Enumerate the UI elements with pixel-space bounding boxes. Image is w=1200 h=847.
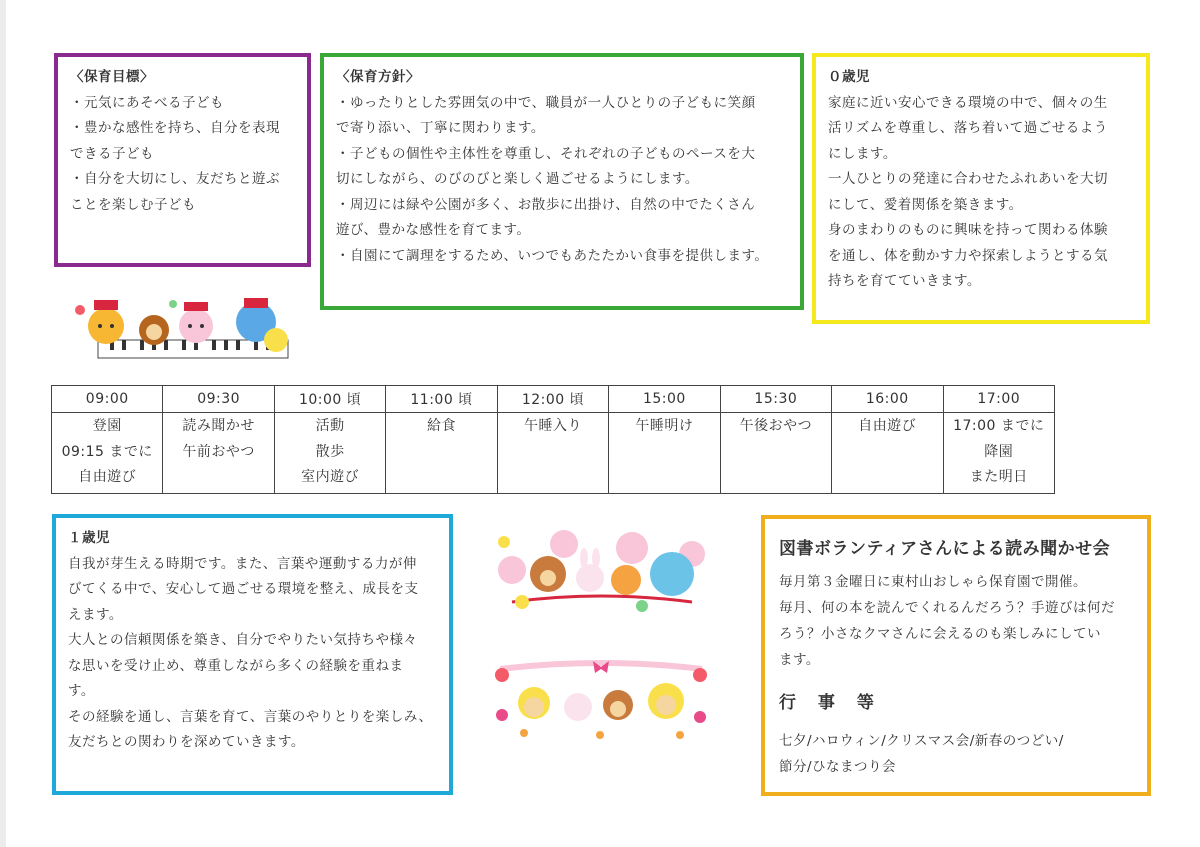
schedule-cell [497, 413, 608, 494]
schedule-activity: 自由遊び [858, 418, 917, 434]
one-year-line: す。 [68, 683, 95, 699]
goals-box [54, 53, 311, 267]
schedule-time: 09:30 [163, 386, 274, 413]
policy-title: 〈保育方針〉 [336, 69, 420, 85]
schedule-activity: 午後おやつ [739, 418, 813, 434]
zero-year-line: にして、愛着関係を築きます。 [828, 196, 1023, 213]
goals-line: ことを楽しむ子ども [70, 196, 196, 213]
schedule-activity: 午睡入り [523, 418, 582, 434]
reading-event-line: ろう？小さなクマさんに会えるのも楽しみにしてい [779, 625, 1101, 642]
zero-year-line: にします。 [828, 145, 897, 162]
schedule-activity: 17:00 までに [953, 418, 1045, 434]
zero-year-line: を通し、体を動かす力や探索しようとする気 [828, 247, 1108, 264]
schedule-time: 16:00 [832, 386, 943, 413]
one-year-line: 大人との信頼関係を築き、自分でやりたい気持ちや様々 [68, 632, 418, 648]
schedule-cell [52, 413, 163, 494]
zero-year-line: 家庭に近い安心できる環境の中で、個々の生 [828, 94, 1108, 111]
schedule-activity: 午睡明け [635, 418, 694, 434]
schedule-activity: 午前おやつ [182, 443, 255, 460]
zero-year-line: 活リズムを尊重し、落ち着いて過ごせるよう [828, 120, 1108, 136]
schedule-time: 17:00 [943, 386, 1055, 413]
zero-year-line: 身のまわりのものに興味を持って関わる体験 [828, 222, 1108, 238]
schedule-cell [163, 413, 274, 494]
schedule-activity: 散歩 [315, 443, 345, 460]
reading-event-line: ます。 [779, 651, 820, 668]
goals-line: ・豊かな感性を持ち、自分を表現 [70, 120, 280, 136]
schedule-activity: 09:15 までに [61, 443, 153, 460]
policy-line: ・ゆったりとした雰囲気の中で、職員が一人ひとりの子どもに笑顔 [336, 94, 756, 111]
schedule-activity: また明日 [969, 469, 1028, 485]
one-year-line: びてくる中で、安心して過ごせる環境を整え、成長を支 [68, 581, 419, 597]
events-line: 七夕/ハロウィン/クリスマス会/新春のつどい/ [779, 733, 1064, 749]
schedule-activity: 室内遊び [301, 469, 360, 485]
animal-band-illustration [68, 292, 292, 370]
schedule-activity: 活動 [315, 418, 345, 434]
schedule-time: 12:00 頃 [497, 386, 608, 413]
schedule-time: 09:00 [52, 386, 163, 413]
reading-event-box [761, 515, 1151, 796]
schedule-cell [274, 413, 385, 494]
zero-year-box [812, 53, 1150, 324]
schedule-header-row [52, 386, 1055, 413]
policy-line: 切にしながら、のびのびと楽しく過ごせるようにします。 [336, 171, 699, 187]
reading-event-title: 図書ボランティアさんによる読み聞かせ会 [779, 539, 1111, 559]
schedule-activity: 読み聞かせ [182, 418, 255, 434]
schedule-time: 15:00 [609, 386, 720, 413]
goals-line: ・元気にあそべる子ども [70, 94, 224, 111]
policy-line: ・周辺には緑や公園が多く、お散歩に出掛け、自然の中でたくさん [336, 196, 756, 213]
zero-year-title: ０歳児 [828, 69, 870, 85]
zero-year-line: 持ちを育てていきます。 [828, 273, 981, 289]
animals-cherry-blossom-illustration [492, 530, 708, 616]
schedule-activity: 降園 [984, 443, 1014, 460]
one-year-line: えます。 [68, 606, 123, 623]
one-year-line: な思いを受け止め、尊重しながら多くの経験を重ねま [68, 657, 404, 674]
one-year-box [52, 514, 453, 795]
schedule-time: 15:30 [720, 386, 831, 413]
policy-line: ・子どもの個性や主体性を尊重し、それぞれの子どものペースを大 [336, 145, 756, 162]
one-year-line: 友だちとの関わりを深めていきます。 [68, 734, 305, 750]
events-title: 行 事 等 [779, 692, 882, 713]
schedule-cell [832, 413, 943, 494]
goals-title: 〈保育目標〉 [70, 69, 154, 85]
schedule-time: 11:00 頃 [386, 386, 497, 413]
policy-line: 遊び、豊かな感性を育てます。 [336, 222, 531, 238]
schedule-activity: 給食 [427, 418, 457, 434]
policy-line: で寄り添い、丁寧に関わります。 [336, 120, 545, 136]
one-year-title: １歳児 [68, 530, 110, 546]
reading-event-line: 毎月、何の本を読んでくれるんだろう？手遊びは何だ [779, 599, 1115, 616]
daily-schedule-table [51, 385, 1055, 494]
schedule-cell [386, 413, 497, 494]
schedule-activity-row [52, 413, 1055, 494]
schedule-activity: 登園 [92, 418, 122, 434]
zero-year-line: 一人ひとりの発達に合わせたふれあいを大切 [828, 171, 1108, 187]
policy-box [320, 53, 804, 310]
schedule-cell [943, 413, 1055, 494]
schedule-time: 10:00 頃 [274, 386, 385, 413]
one-year-line: 自我が芽生える時期です。また、言葉や運動する力が伸 [68, 555, 417, 572]
schedule-cell [720, 413, 831, 494]
policy-line: ・自園にて調理をするため、いつでもあたたかい食事を提供します。 [336, 247, 769, 264]
events-line: 節分/ひなまつり会 [779, 759, 897, 775]
kids-flower-frame-illustration [490, 655, 712, 741]
one-year-line: その経験を通し、言葉を育て、言葉のやりとりを楽しみ、 [68, 708, 433, 725]
reading-event-line: 毎月第３金曜日に東村山おしゃら保育園で開催。 [779, 573, 1087, 590]
goals-line: ・自分を大切にし、友だちと遊ぶ [70, 171, 280, 187]
schedule-cell [609, 413, 720, 494]
goals-line: できる子ども [70, 145, 154, 162]
schedule-activity: 自由遊び [78, 469, 137, 485]
